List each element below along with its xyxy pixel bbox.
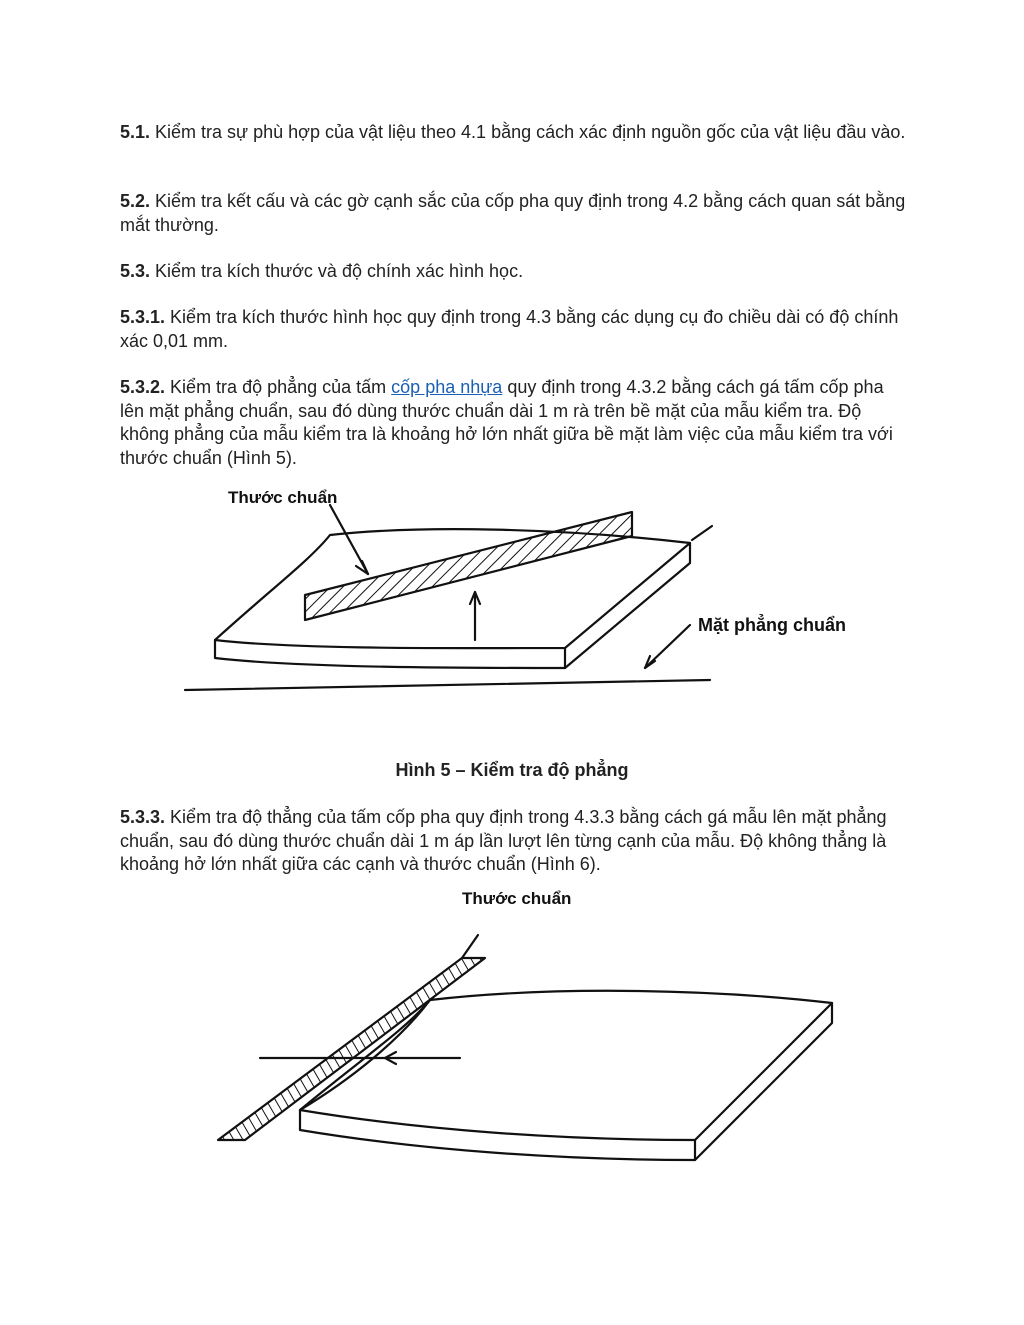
figure-5-flatness-diagram (0, 480, 1024, 720)
section-number: 5.3.2. (120, 377, 166, 397)
paragraph-5-3-1 (120, 306, 910, 353)
section-number: 5.3.1. (120, 307, 166, 327)
paragraph-5-1 (120, 121, 910, 145)
paragraph-text: Kiểm tra kích thước hình học quy định trong 4.3 bằng các dụng cụ đo chiều dài có độ chính xác 0,01 mm. (120, 307, 899, 351)
paragraph-text: quy định trong 4.3.2 bằng cách gá tấm cốp pha lên mặt phẳng chuẩn, sau đó dùng thước chuẩn dài 1 m rà trên bề mặt của mẫu kiểm tra. Độ không phẳng của mẫu kiểm tra là khoảng hở lớn nhất giữa bề mặt làm việc của mẫu kiểm tra với thước chuẩn (Hình 5). (120, 377, 893, 468)
paragraph-text: Kiểm tra kết cấu và các gờ cạnh sắc của cốp pha quy định trong 4.2 bằng cách quan sát bằng mắt thường. (120, 191, 906, 235)
figure-6-ruler-label: Thước chuẩn (462, 889, 572, 908)
section-number: 5.3.3. (120, 807, 166, 827)
paragraph-text: Kiểm tra kích thước và độ chính xác hình học. (150, 261, 524, 281)
section-number: 5.1. (120, 122, 151, 142)
paragraph-5-3-2 (120, 376, 910, 470)
section-number: 5.2. (120, 191, 151, 211)
paragraph-text: Kiểm tra sự phù hợp của vật liệu theo 4.1 bằng cách xác định nguồn gốc của vật liệu đầu vào. (150, 122, 906, 142)
paragraph-5-3-3 (120, 806, 910, 877)
figure-5-caption: Hình 5 – Kiểm tra độ phẳng (395, 760, 629, 780)
paragraph-5-3 (120, 260, 910, 284)
section-number: 5.3. (120, 261, 151, 281)
formwork-link[interactable]: cốp pha nhựa (391, 377, 503, 397)
paragraph-text: Kiểm tra độ thẳng của tấm cốp pha quy định trong 4.3.3 bằng cách gá mẫu lên mặt phẳng chuẩn, sau đó dùng thước chuẩn dài 1 m áp lần lượt lên từng cạnh của mẫu. Độ không thẳng là khoảng hở lớn nhất giữa các cạnh và thước chuẩn (Hình 6). (120, 807, 887, 874)
paragraph-5-2 (120, 190, 910, 237)
figure-6-straightness-diagram (0, 885, 1024, 1155)
figure-5-plane-label: Mặt phẳng chuẩn (698, 615, 846, 635)
figure-5-ruler-label: Thước chuẩn (228, 488, 338, 507)
paragraph-text: Kiểm tra độ phẳng của tấm (165, 377, 392, 397)
